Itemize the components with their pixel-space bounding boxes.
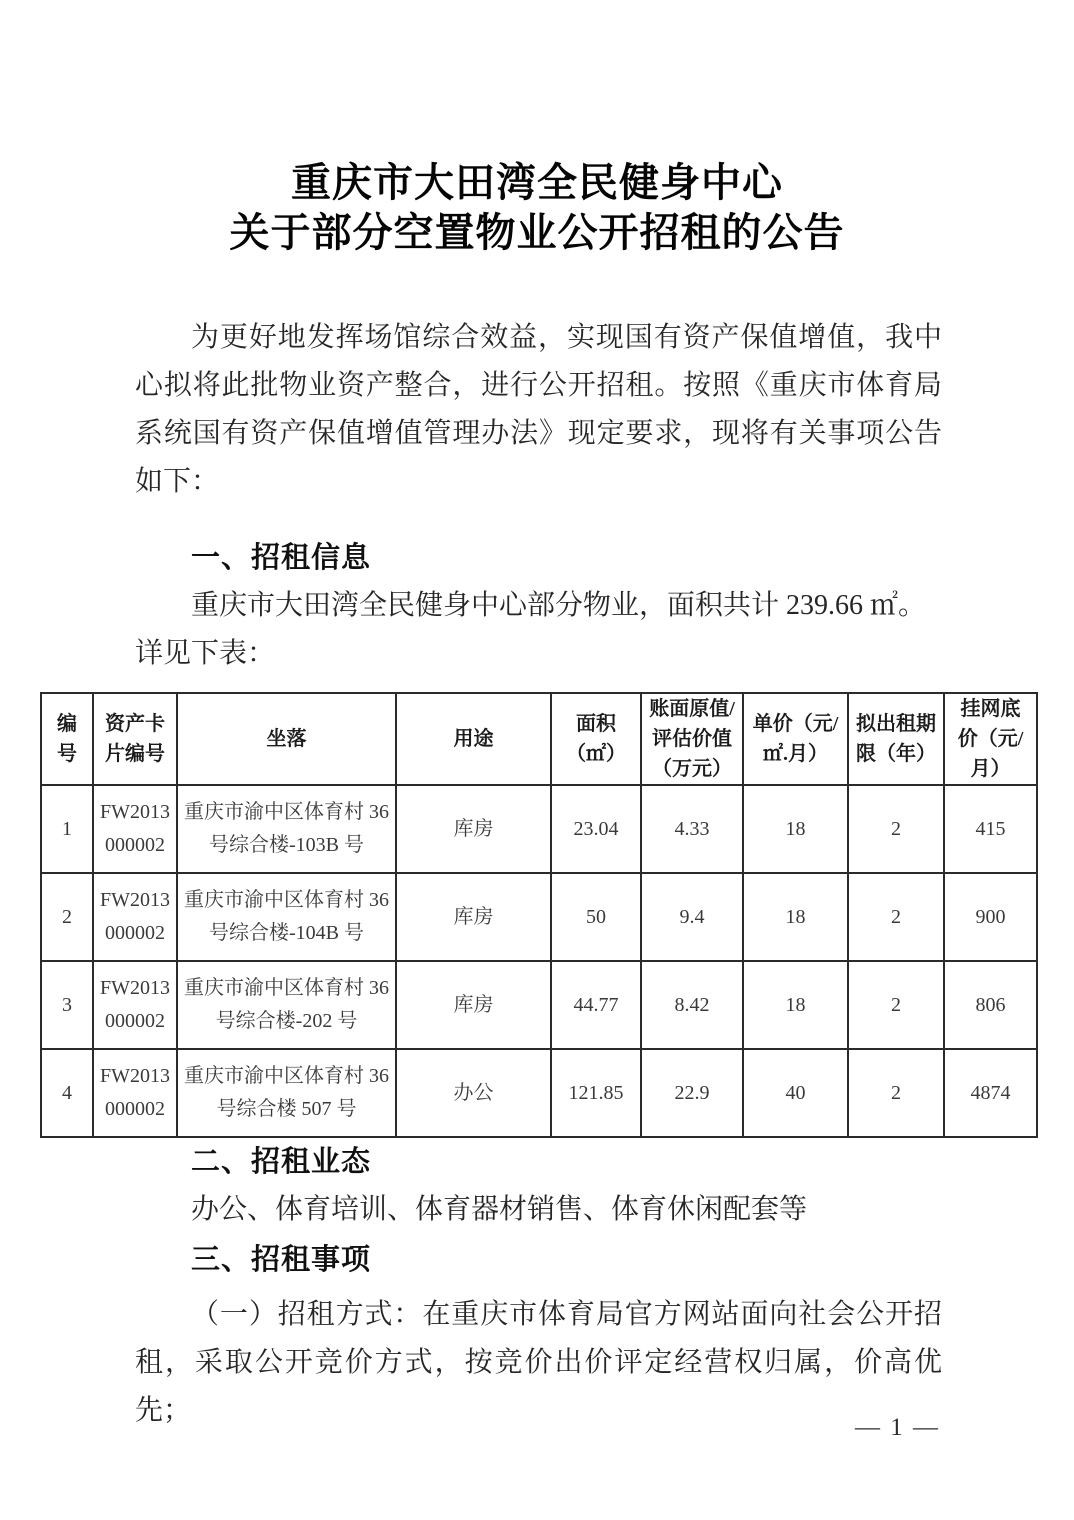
cell-card: FW2013 000002 <box>93 961 177 1049</box>
column-header-term: 拟出租期限（年） <box>848 693 944 785</box>
cell-card: FW2013 000002 <box>93 873 177 961</box>
cell-area: 121.85 <box>551 1049 641 1137</box>
cell-use: 库房 <box>396 873 551 961</box>
document-title-line1: 重庆市大田湾全民健身中心 <box>291 160 783 205</box>
cell-location: 重庆市渝中区体育村 36 号综合楼-103B 号 <box>177 785 396 873</box>
page-number: — 1 — <box>855 1414 940 1441</box>
column-header-location: 坐落 <box>177 693 396 785</box>
cell-listing-price: 4874 <box>944 1049 1037 1137</box>
table-row <box>41 1049 1037 1137</box>
column-header-area: 面积（㎡） <box>551 693 641 785</box>
column-header-no: 编号 <box>41 693 93 785</box>
cell-term: 2 <box>848 961 944 1049</box>
table-header-row <box>41 693 1037 785</box>
cell-unit-price: 18 <box>743 873 848 961</box>
section3-heading: 三、招租事项 <box>191 1244 372 1276</box>
cell-listing-price: 415 <box>944 785 1037 873</box>
table-row <box>41 961 1037 1049</box>
cell-area: 23.04 <box>551 785 641 873</box>
section2-body: 办公、体育培训、体育器材销售、体育休闲配套等 <box>191 1194 808 1225</box>
rental-properties-table <box>40 692 1038 1138</box>
column-header-book-value: 账面原值/评估价值（万元） <box>641 693 743 785</box>
cell-area: 44.77 <box>551 961 641 1049</box>
section1-heading: 一、招租信息 <box>191 542 372 574</box>
cell-use: 库房 <box>396 785 551 873</box>
cell-unit-price: 40 <box>743 1049 848 1137</box>
document-title-line2: 关于部分空置物业公开招租的公告 <box>229 210 845 255</box>
cell-no: 1 <box>41 785 93 873</box>
section2-heading: 二、招租业态 <box>191 1146 372 1178</box>
section3-item1: （一）招租方式：在重庆市体育局官方网站面向社会公开招租，采取公开竞价方式，按竞价出价评定经营权归属，价高优先； <box>135 1299 942 1426</box>
cell-unit-price: 18 <box>743 961 848 1049</box>
document-title <box>0 158 1074 258</box>
cell-location: 重庆市渝中区体育村 36 号综合楼-104B 号 <box>177 873 396 961</box>
cell-listing-price: 900 <box>944 873 1037 961</box>
cell-use: 办公 <box>396 1049 551 1137</box>
column-header-unit-price: 单价（元/㎡.月） <box>743 693 848 785</box>
cell-location: 重庆市渝中区体育村 36 号综合楼 507 号 <box>177 1049 396 1137</box>
cell-area: 50 <box>551 873 641 961</box>
cell-no: 2 <box>41 873 93 961</box>
cell-no: 3 <box>41 961 93 1049</box>
cell-term: 2 <box>848 1049 944 1137</box>
table-row <box>41 873 1037 961</box>
cell-book-value: 9.4 <box>641 873 743 961</box>
cell-location: 重庆市渝中区体育村 36 号综合楼-202 号 <box>177 961 396 1049</box>
cell-term: 2 <box>848 785 944 873</box>
cell-book-value: 4.33 <box>641 785 743 873</box>
section1-table-note: 详见下表： <box>135 638 276 669</box>
column-header-use: 用途 <box>396 693 551 785</box>
cell-book-value: 22.9 <box>641 1049 743 1137</box>
column-header-listing-price: 挂网底价（元/月） <box>944 693 1037 785</box>
cell-listing-price: 806 <box>944 961 1037 1049</box>
cell-use: 库房 <box>396 961 551 1049</box>
table-row <box>41 785 1037 873</box>
cell-term: 2 <box>848 873 944 961</box>
cell-book-value: 8.42 <box>641 961 743 1049</box>
cell-card: FW2013 000002 <box>93 1049 177 1137</box>
section1-summary: 重庆市大田湾全民健身中心部分物业，面积共计 239.66 ㎡。 <box>191 590 927 621</box>
intro-paragraph: 为更好地发挥场馆综合效益，实现国有资产保值增值，我中心拟将此批物业资产整合，进行公开招租。按照《重庆市体育局系统国有资产保值增值管理办法》现定要求，现将有关事项公告如下： <box>135 322 942 497</box>
cell-unit-price: 18 <box>743 785 848 873</box>
cell-no: 4 <box>41 1049 93 1137</box>
column-header-card: 资产卡片编号 <box>93 693 177 785</box>
cell-card: FW2013 000002 <box>93 785 177 873</box>
